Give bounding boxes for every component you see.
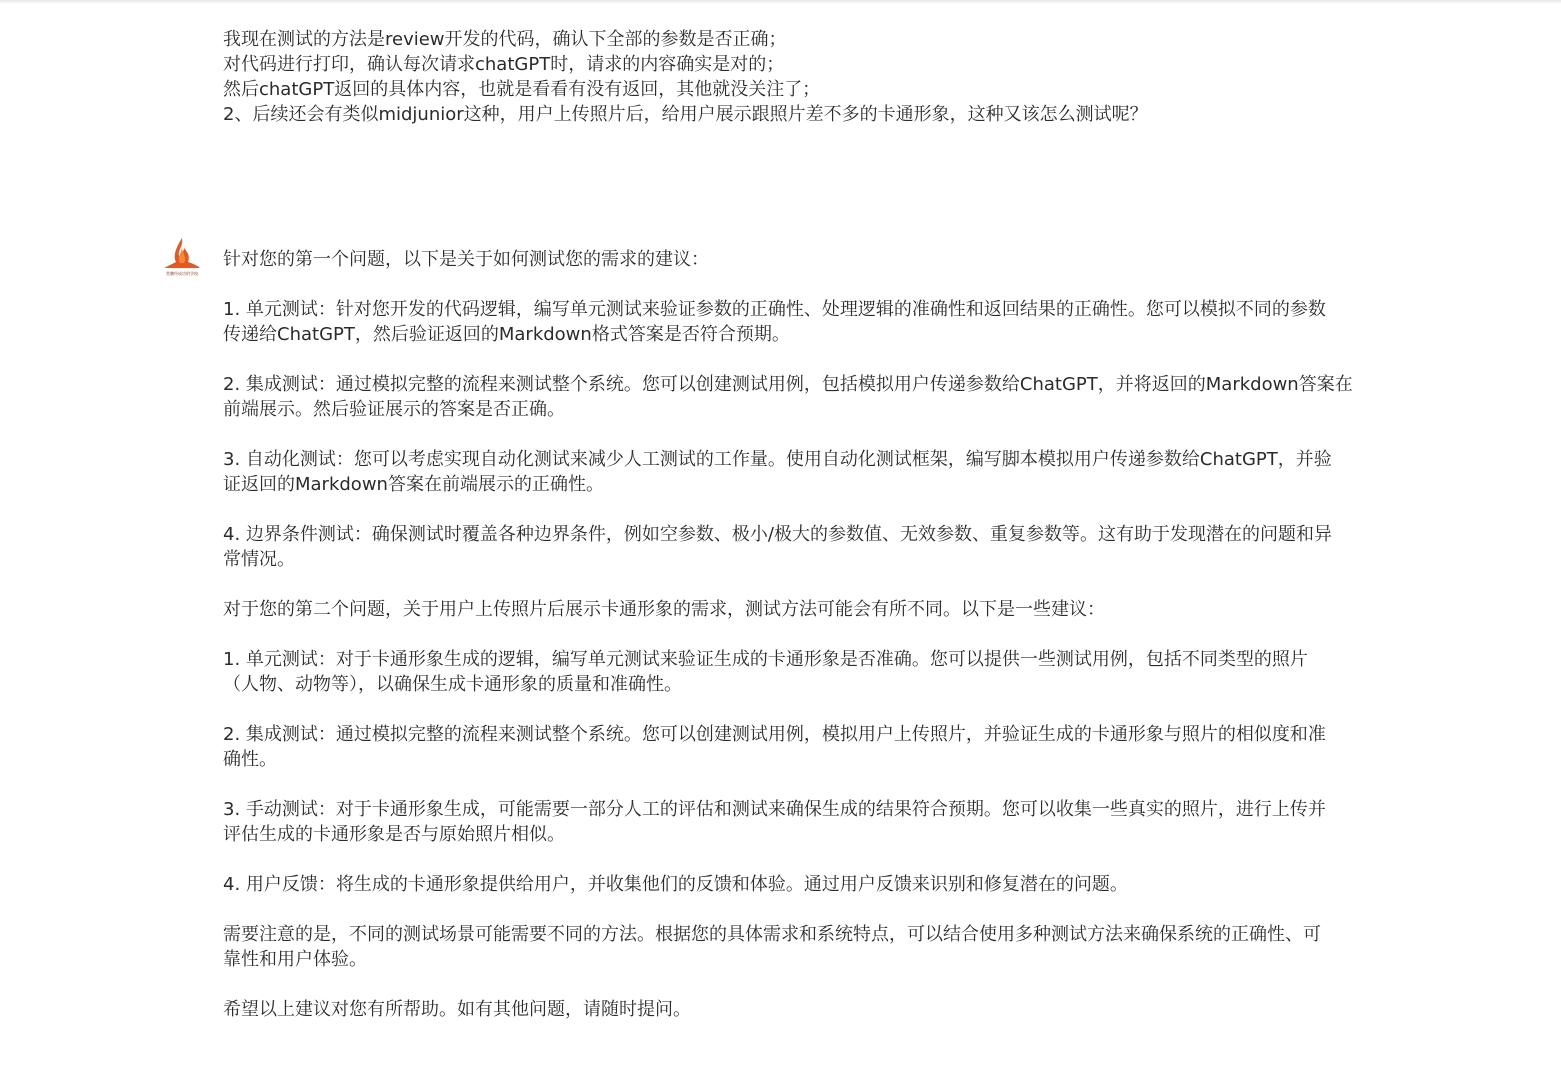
answer-paragraph <box>223 297 1463 347</box>
user-message-line: 我现在测试的方法是review开发的代码，确认下全部的参数是否正确； <box>223 29 787 50</box>
answer-paragraph <box>223 922 1463 972</box>
answer-line: 3. 自动化测试：您可以考虑实现自动化测试来减少人工测试的工作量。使用自动化测试框架，编写脚本模拟用户传递参数给ChatGPT，并验 <box>223 449 1332 470</box>
answer-line: 确性。 <box>223 749 277 770</box>
user-message-line: 对代码进行打印，确认每次请求chatGPT时，请求的内容确实是对的； <box>223 54 785 75</box>
answer-paragraph <box>223 597 1463 622</box>
answer-line: 希望以上建议对您有所帮助。如有其他问题，请随时提问。 <box>223 999 691 1020</box>
answer-line: 3. 手动测试：对于卡通形象生成，可能需要一部分人工的评估和测试来确保生成的结果符合预期。您可以收集一些真实的照片，进行上传并 <box>223 799 1326 820</box>
answer-line: 4. 边界条件测试：确保测试时覆盖各种边界条件，例如空参数、极小/极大的参数值、无效参数、重复参数等。这有助于发现潜在的问题和异 <box>223 524 1332 545</box>
answer-line: 传递给ChatGPT，然后验证返回的Markdown格式答案是否符合预期。 <box>223 324 790 345</box>
assistant-avatar <box>160 236 204 280</box>
answer-line: 2. 集成测试：通过模拟完整的流程来测试整个系统。您可以创建测试用例，包括模拟用户传递参数给ChatGPT，并将返回的Markdown答案在 <box>223 374 1353 395</box>
answer-line: 靠性和用户体验。 <box>223 949 367 970</box>
answer-paragraph <box>223 247 1463 272</box>
answer-line: 证返回的Markdown答案在前端展示的正确性。 <box>223 474 604 495</box>
answer-line: 评估生成的卡通形象是否与原始照片相似。 <box>223 824 565 845</box>
top-divider <box>0 0 1561 4</box>
answer-line: 4. 用户反馈：将生成的卡通形象提供给用户，并收集他们的反馈和体验。通过用户反馈来识别和修复潜在的问题。 <box>223 874 1128 895</box>
user-message <box>223 27 1463 127</box>
answer-paragraph <box>223 722 1463 772</box>
avatar-caption: 常鹏经成功的学校 <box>166 271 198 276</box>
answer-line: 常情况。 <box>223 549 295 570</box>
answer-line: 2. 集成测试：通过模拟完整的流程来测试整个系统。您可以创建测试用例，模拟用户上传照片，并验证生成的卡通形象与照片的相似度和准 <box>223 724 1326 745</box>
answer-paragraph <box>223 447 1463 497</box>
flame-logo-icon <box>160 236 204 272</box>
answer-paragraph <box>223 647 1463 697</box>
assistant-answer <box>223 247 1463 1047</box>
answer-line: 前端展示。然后验证展示的答案是否正确。 <box>223 399 565 420</box>
answer-paragraph <box>223 872 1463 897</box>
answer-line: 1. 单元测试：针对您开发的代码逻辑，编写单元测试来验证参数的正确性、处理逻辑的准确性和返回结果的正确性。您可以模拟不同的参数 <box>223 299 1326 320</box>
answer-line: 1. 单元测试：对于卡通形象生成的逻辑，编写单元测试来验证生成的卡通形象是否准确。您可以提供一些测试用例，包括不同类型的照片 <box>223 649 1308 670</box>
user-message-line: 然后chatGPT返回的具体内容，也就是看看有没有返回，其他就没关注了； <box>223 79 821 100</box>
answer-paragraph <box>223 522 1463 572</box>
answer-paragraph <box>223 797 1463 847</box>
answer-line: 针对您的第一个问题，以下是关于如何测试您的需求的建议： <box>223 249 709 270</box>
answer-paragraph <box>223 997 1463 1022</box>
answer-line: 对于您的第二个问题，关于用户上传照片后展示卡通形象的需求，测试方法可能会有所不同。以下是一些建议： <box>223 599 1105 620</box>
answer-line: （人物、动物等），以确保生成卡通形象的质量和准确性。 <box>223 674 682 695</box>
answer-paragraph <box>223 372 1463 422</box>
answer-line: 需要注意的是，不同的测试场景可能需要不同的方法。根据您的具体需求和系统特点，可以结合使用多种测试方法来确保系统的正确性、可 <box>223 924 1321 945</box>
user-message-line: 2、后续还会有类似midjunior这种，用户上传照片后，给用户展示跟照片差不多的卡通形象，这种又该怎么测试呢？ <box>223 104 1148 125</box>
